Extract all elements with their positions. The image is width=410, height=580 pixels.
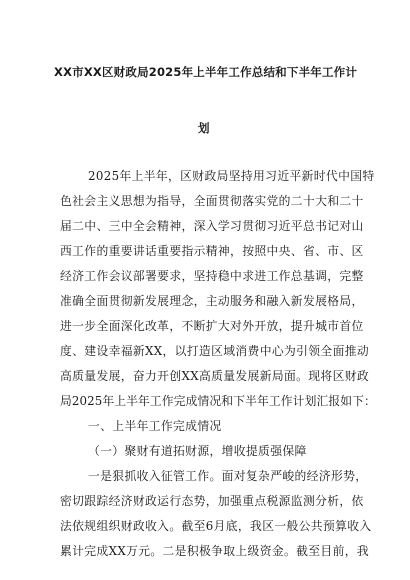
body-line-1: 2025年上半年，区财政局坚持用习近平新时代中国特 (88, 169, 375, 183)
subsection-heading-1: （一）聚财有道拓财源，增收提质强保障 (88, 444, 307, 458)
body-line-10: 局2025年上半年工作完成情况和下半年工作计划汇报如下： (60, 394, 376, 408)
body-line-9: 高质量发展，奋力开创XX高质量发展新局面。现将区财政 (60, 369, 370, 383)
body-line-5: 经济工作会议部署要求，坚持稳中求进工作总基调，完整 (60, 269, 364, 283)
body-line-2: 色社会主义思想为指导，全面贯彻落实党的二十大和二十 (60, 194, 364, 208)
body-line-7: 进一步全面深化改革，不断扩大对外开放，提升城市首位 (60, 319, 364, 333)
document-title-line-1: XX市XX区财政局2025年上半年工作总结和下半年工作计 (54, 65, 358, 79)
body-line-4: 西工作的重要讲话重要指示精神，按照中央、省、市、区 (60, 244, 364, 258)
para2-line-3: 法依规组织财政收入。截至6月底，我区一般公共预算收入 (60, 519, 372, 533)
section-heading-1: 一、上半年工作完成情况 (88, 419, 222, 433)
para2-line-2: 密切跟踪经济财政运行态势，加强重点税源监测分析，依 (60, 494, 364, 508)
para2-line-4: 累计完成XX万元。二是积极争取上级资金。截至目前，我 (60, 544, 370, 558)
body-line-6: 准确全面贯彻新发展理念，主动服务和融入新发展格局， (60, 294, 364, 308)
para2-line-1: 一是狠抓收入征管工作。面对复杂严峻的经济形势， (88, 469, 368, 483)
document-title-line-2: 划 (198, 121, 210, 135)
body-line-3: 届二中、三中全会精神，深入学习贯彻习近平总书记对山 (60, 219, 364, 233)
body-line-8: 度、建设幸福新XX，以打造区域消费中心为引领全面推动 (60, 344, 370, 358)
